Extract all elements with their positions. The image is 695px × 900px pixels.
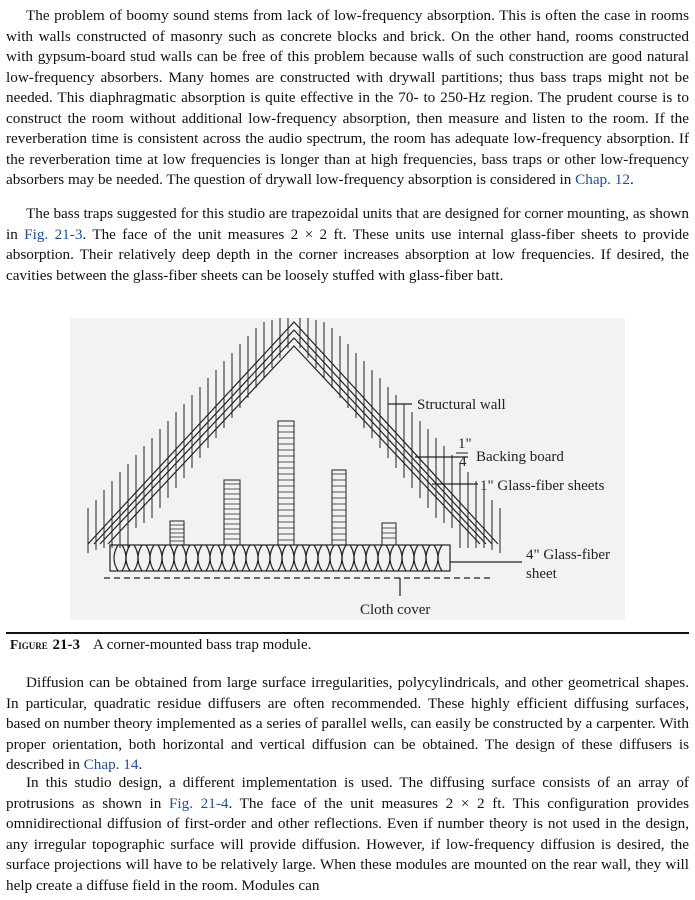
- body-paragraph-studio-design: In this studio design, a different implementation is used. The diffusing surface consists of an array of protrusions as shown in Fig. 21-4. The face of the unit measures 2 × 2 ft. This configuration provides omnidirectional diffusion of first-order and other reflections. Even if number theory is not used in the design, any irregular topographic surface will provide diffusion. However, if low-frequency diffusion is desired, the surface projections will have to be relatively large. When these modules are mounted on the rear wall, they will help create a diffuse field in the room. Modules can: [6, 774, 690, 894]
- label-four-inch-sheet-line2: sheet: [526, 566, 557, 582]
- label-glass-fiber-sheets: 1" Glass-fiber sheets: [480, 478, 605, 494]
- caption-figure-tag: Figure: [10, 637, 48, 652]
- fig-21-4-link[interactable]: Fig. 21-4: [168, 794, 229, 812]
- caption-rule: [6, 632, 689, 634]
- body-paragraph-boomy-sound: The problem of boomy sound stems from lack of low-frequency absorption. This is often the case in rooms with walls constructed of masonry such as concrete blocks and brick. On the other hand, rooms constructed with gypsum-board stud walls can be free of this problem because walls of such construction are good natural low-frequency absorbers. Many homes are constructed with drywall partitions; thus bass traps might not be needed. This diaphragmatic absorption is quite effective in the 70- to 250-Hz region. The prudent course is to construct the room without additional low-frequency absorption, then measure and listen to the room. If the reverberation time is consistent across the audio spectrum, the room has adequate low-frequency absorption. If the reverberation time at low frequencies is longer than at high frequencies, bass traps or other low-frequency absorbers may be needed. The question of drywall low-frequency absorption is considered in Chap. 12.: [6, 7, 689, 188]
- caption-figure-number: 21-3: [52, 637, 81, 653]
- label-backing-fraction-den: 4: [459, 454, 467, 470]
- label-backing-board: Backing board: [476, 449, 564, 465]
- label-four-inch-sheet-line1: 4" Glass-fiber: [526, 547, 611, 563]
- bass-trap-figure: [70, 318, 625, 620]
- bass-trap-diagram: [70, 318, 625, 620]
- body-paragraph-diffusion: Diffusion can be obtained from large surface irregularities, polycylindricals, and other geometrical shapes. In particular, quadratic residue diffusers are often recommended. These highly efficient diffusing surfaces, based on number theory implemented as a series of parallel wells, can easily be constructed by a carpenter. With proper orientation, both horizontal and vertical diffusion can be obtained. The design of these diffusers is described in Chap. 14.: [6, 674, 689, 773]
- body-paragraph-bass-traps: The bass traps suggested for this studio are trapezoidal units that are designed for corner mounting, as shown in Fig. 21-3. The face of the unit measures 2 × 2 ft. These units use internal glass-fiber sheets to provide absorption. Their relatively deep depth in the corner increases absorption at low frequencies. If desired, the cavities between the glass-fiber sheets can be loosely stuffed with glass-fiber batt.: [6, 205, 689, 284]
- label-structural-wall: Structural wall: [417, 397, 506, 413]
- chap-14-link[interactable]: Chap. 14: [83, 756, 139, 773]
- fig-21-3-link[interactable]: Fig. 21-3: [24, 225, 83, 243]
- chap-12-link[interactable]: Chap. 12: [575, 171, 630, 188]
- column-fill-pattern: [170, 426, 396, 541]
- label-cloth-cover: Cloth cover: [360, 602, 431, 618]
- caption-text: A corner-mounted bass trap module.: [92, 637, 312, 653]
- label-backing-fraction-num: 1": [458, 436, 472, 452]
- four-inch-glass-fiber-sheet: [110, 545, 450, 571]
- glass-fiber-sheet-columns: [170, 421, 396, 545]
- figure-caption: [10, 637, 311, 654]
